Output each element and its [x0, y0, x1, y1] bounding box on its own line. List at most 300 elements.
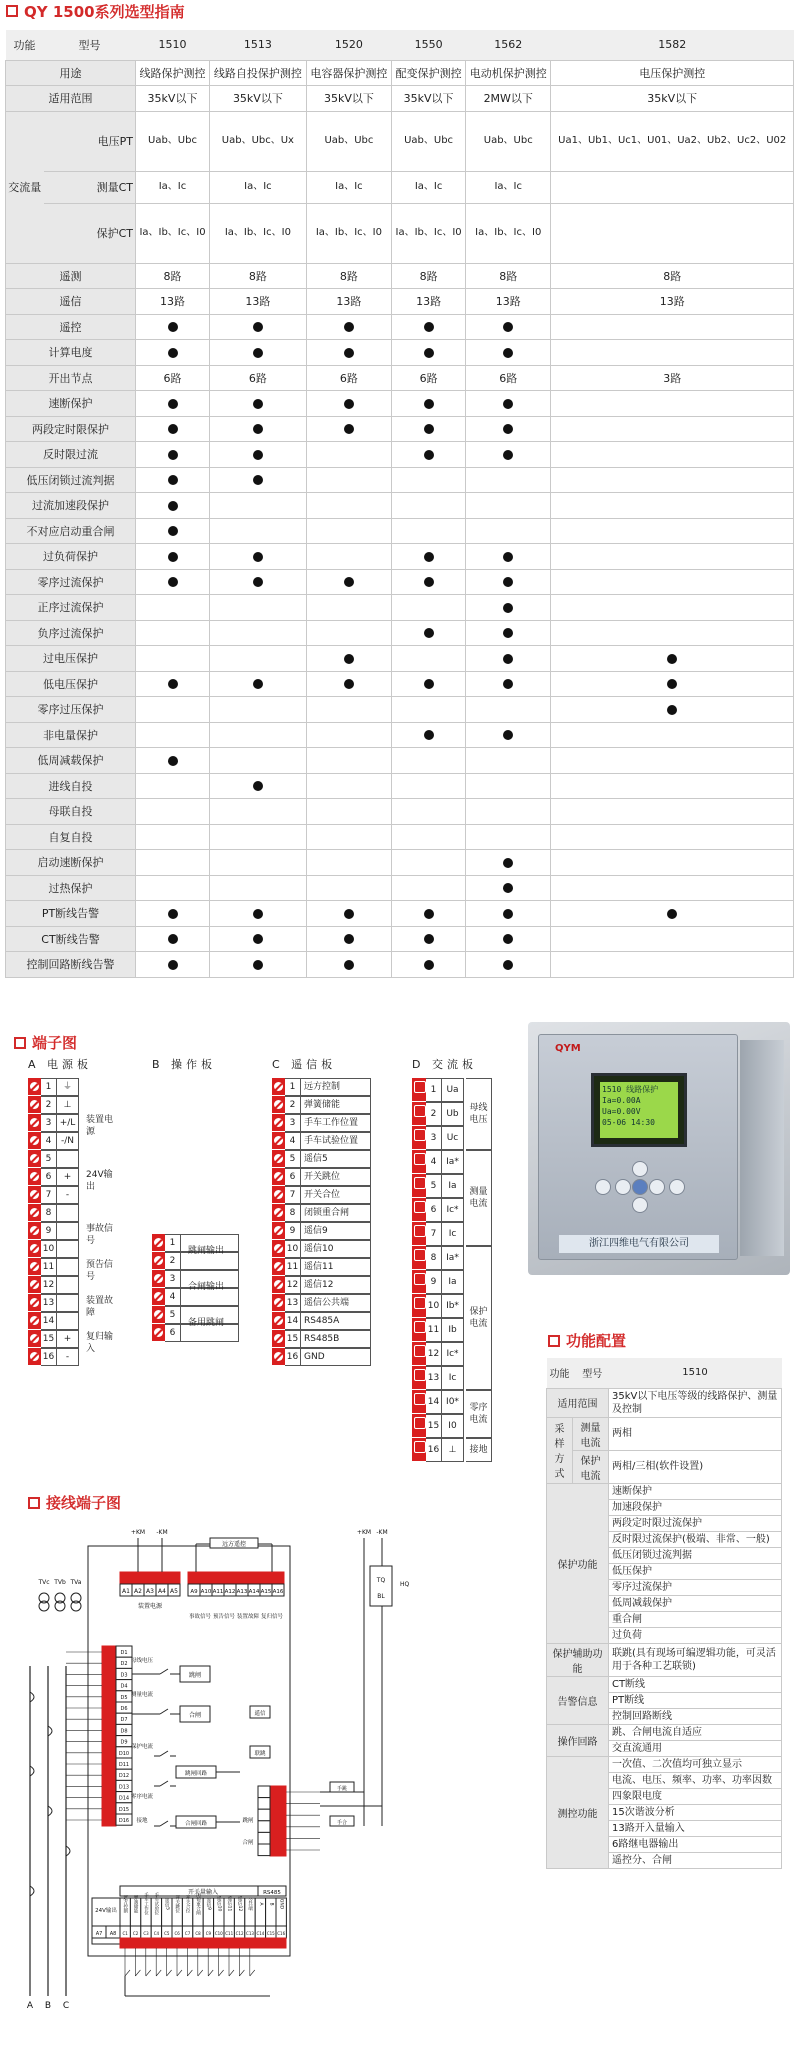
device-logo: QYM [555, 1043, 581, 1054]
table-row [6, 416, 794, 442]
wire-label: D6 [120, 1706, 128, 1712]
supported-dot-icon [253, 322, 263, 332]
table-row [6, 467, 794, 493]
supported-dot-icon [503, 322, 513, 332]
supported-dot-icon [168, 577, 178, 587]
wire-line [177, 1970, 182, 1976]
wire-label: D12 [118, 1773, 130, 1780]
supported-dot-icon [168, 679, 178, 689]
wire-line [135, 1970, 140, 1976]
table-row [6, 646, 794, 672]
supported-dot-icon [344, 322, 354, 332]
supported-dot-icon [503, 577, 513, 587]
screw-terminal-icon [272, 1114, 285, 1132]
wire-label: A7 [95, 1931, 103, 1937]
section-square-icon [28, 1497, 40, 1509]
terminal-block-icon [412, 1366, 426, 1390]
terminal-number: 6 [165, 1324, 181, 1342]
supported-dot-icon [253, 577, 263, 587]
supported-dot-icon [168, 348, 178, 358]
terminal-row [272, 1186, 371, 1204]
wire-box [258, 1821, 270, 1833]
terminal-label: 远方控制 [301, 1078, 371, 1096]
c-terminal-label: 闭锁重合闸 [195, 1892, 201, 1916]
terminal-row [272, 1240, 371, 1258]
device-name-plate: 浙江四维电气有限公司 [559, 1235, 719, 1253]
terminal-block-icon [412, 1246, 426, 1270]
pct-cell: Ia、Ib、Ic、I0 [224, 227, 291, 238]
row-value: 13路开入量输入 [611, 1822, 685, 1834]
wire-label: -KM [156, 1529, 168, 1536]
wire-label: 手合 [336, 1820, 348, 1826]
terminal-row [272, 1330, 371, 1348]
c-terminal-label: 遥信12 [237, 1896, 243, 1912]
key-e-icon [669, 1179, 685, 1195]
table-row [6, 203, 794, 263]
terminal-signal: I0 [442, 1414, 464, 1438]
screw-terminal-icon [272, 1330, 285, 1348]
supported-dot-icon [253, 909, 263, 919]
terminal-number: 10 [285, 1240, 301, 1258]
supported-dot-icon [667, 705, 677, 715]
terminal-block-icon [412, 1102, 426, 1126]
supported-dot-icon [424, 322, 434, 332]
terminal-signal [57, 1312, 79, 1330]
terminal-block-icon [412, 1174, 426, 1198]
c-terminal-number: C16 [277, 1931, 286, 1936]
table-row [6, 824, 794, 850]
lcd-line: Ia=0.00A [602, 1096, 641, 1105]
wire-label: 联跳 [254, 1751, 266, 1757]
supported-dot-icon [253, 424, 263, 434]
device-keypad [595, 1161, 685, 1213]
terminal-signal: Ib* [442, 1294, 464, 1318]
terminal-number: 15 [41, 1330, 57, 1348]
table-row [6, 901, 794, 927]
terminal-row [28, 1222, 92, 1240]
table-row [6, 850, 794, 876]
terminal-block-icon [412, 1150, 426, 1174]
terminal-number: 7 [285, 1186, 301, 1204]
table-header-row [6, 30, 794, 60]
screw-terminal-icon [28, 1312, 41, 1330]
terminal-number: 3 [41, 1114, 57, 1132]
supported-dot-icon [503, 628, 513, 638]
wire-label: 跳闸回路 [184, 1771, 208, 1777]
supported-dot-icon [667, 909, 677, 919]
terminal-label: 开关合位 [301, 1186, 371, 1204]
terminal-row [28, 1348, 92, 1366]
row-value: 电流、电压、频率、功率、功率因数 [611, 1774, 772, 1786]
table-row [6, 926, 794, 952]
supported-dot-icon [344, 577, 354, 587]
terminal-number: 10 [41, 1240, 57, 1258]
pct-cell: Ia、Ib、Ic、I0 [395, 227, 462, 238]
screw-terminal-icon [272, 1276, 285, 1294]
terminal-number: 6 [41, 1168, 57, 1186]
row-label: 遥控 [59, 320, 82, 334]
wire-line [198, 1970, 203, 1976]
title-square-icon [6, 5, 18, 17]
terminal-label: 遥信10 [301, 1240, 371, 1258]
terminal-number: 10 [426, 1294, 442, 1318]
c-terminal-number: C10 [214, 1931, 223, 1936]
wire-label: 接地 [136, 1818, 148, 1824]
wire-label: HQ [400, 1581, 410, 1588]
supported-dot-icon [344, 424, 354, 434]
supported-dot-icon [344, 960, 354, 970]
terminal-block-icon [412, 1222, 426, 1246]
row-label: 低压闭锁过流判据 [26, 473, 115, 487]
terminal-row [272, 1114, 371, 1132]
terminal-number: 13 [426, 1366, 442, 1390]
supported-dot-icon [253, 348, 263, 358]
feature-cell: 13路 [245, 295, 271, 309]
device-lcd-screen [600, 1082, 678, 1138]
terminal-number: 16 [285, 1348, 301, 1366]
ac-label: 交流量 [8, 181, 42, 194]
screw-terminal-icon [28, 1222, 41, 1240]
wire-label: 测量电流 [130, 1692, 154, 1698]
supported-dot-icon [253, 552, 263, 562]
range-cell: 35kV以下 [403, 92, 454, 106]
wire-box [258, 1844, 270, 1856]
model-1582: 1582 [658, 38, 687, 52]
screw-terminal-icon [28, 1114, 41, 1132]
wire-label: D8 [120, 1728, 128, 1735]
page-title [6, 0, 185, 22]
row-value: 反时限过流保护(极端、非常、一般) [611, 1533, 770, 1545]
table-row [6, 875, 794, 901]
c-terminal-label: 遥信9 [205, 1898, 211, 1910]
c-terminal-number: C15 [266, 1931, 275, 1936]
terminal-block-icon [412, 1342, 426, 1366]
use-cell: 电动机保护测控 [469, 66, 547, 80]
table-row [6, 595, 794, 621]
ct-coil-icon [30, 1692, 34, 1702]
mct-cell: Ia、Ic [244, 181, 272, 192]
terminal-signal: Ic* [442, 1198, 464, 1222]
supported-dot-icon [253, 679, 263, 689]
feature-cell: 6路 [248, 371, 267, 385]
terminal-block-icon [412, 1318, 426, 1342]
terminal-row [272, 1150, 371, 1168]
screw-terminal-icon [272, 1258, 285, 1276]
terminal-signal: Ub [442, 1102, 464, 1126]
table-row [547, 1483, 782, 1499]
row-label: 母联自投 [48, 805, 93, 819]
terminal-row [28, 1240, 92, 1258]
supported-dot-icon [424, 960, 434, 970]
screw-terminal-icon [272, 1294, 285, 1312]
table-row [6, 60, 794, 86]
table-row [6, 748, 794, 774]
screw-terminal-icon [28, 1150, 41, 1168]
pct-cell: Ia、Ib、Ic、I0 [139, 227, 206, 238]
row-label: 两段定时限保护 [32, 422, 109, 436]
terminal-number: 16 [426, 1438, 442, 1462]
terminal-signal: ⊥ [57, 1096, 79, 1114]
pt-label: 电压PT [97, 135, 133, 148]
screw-terminal-icon [28, 1078, 41, 1096]
wire-label: 母线电压 [130, 1658, 154, 1664]
feature-cell: 13路 [336, 295, 362, 309]
screw-terminal-icon [272, 1222, 285, 1240]
terminal-row [272, 1276, 371, 1294]
supported-dot-icon [503, 552, 513, 562]
terminal-group-label: 跳闸输出 [188, 1246, 225, 1256]
wire-line [250, 1970, 255, 1976]
supported-dot-icon [503, 654, 513, 664]
wiring-diagram [20, 1526, 530, 2046]
c-terminal-label: B [268, 1902, 274, 1906]
wire-label: +KM [356, 1529, 372, 1536]
board-a [28, 1056, 114, 1366]
screw-terminal-icon [152, 1234, 165, 1252]
terminal-number: 12 [285, 1276, 301, 1294]
board-a-title: A 电源板 [28, 1058, 93, 1071]
terminal-group-label: 预告信号 [86, 1260, 114, 1282]
wire-label: D15 [118, 1806, 130, 1813]
mct-cell: Ia、Ic [335, 181, 363, 192]
row-value: CT断线 [611, 1678, 646, 1690]
supported-dot-icon [424, 399, 434, 409]
supported-dot-icon [344, 654, 354, 664]
feature-cell: 6路 [339, 371, 358, 385]
key-c-icon [595, 1179, 611, 1195]
terminal-label: RS485A [301, 1312, 371, 1330]
wire-label: A3 [146, 1588, 154, 1595]
wire-label: D10 [118, 1750, 130, 1757]
function-config-table [546, 1358, 782, 1869]
terminal-label: GND [301, 1348, 371, 1366]
terminal-row [272, 1168, 371, 1186]
row-value: 15次谐波分析 [611, 1806, 675, 1818]
row-label: 遥信 [59, 295, 82, 309]
wire-label: D9 [120, 1739, 128, 1746]
table-row [6, 340, 794, 366]
wire-line [229, 1970, 234, 1976]
table-row [6, 86, 794, 112]
section-square-icon [14, 1037, 26, 1049]
wire-label: D2 [120, 1661, 128, 1668]
terminal-group-label: 24V输出 [86, 1170, 113, 1192]
table-row [6, 391, 794, 417]
screw-terminal-icon [28, 1186, 41, 1204]
lcd-line: Ua=0.00V [602, 1107, 641, 1116]
supported-dot-icon [168, 475, 178, 485]
terminal-number: 2 [426, 1102, 442, 1126]
supported-dot-icon [503, 679, 513, 689]
table-row [6, 111, 794, 171]
feature-cell: 13路 [495, 295, 521, 309]
screw-terminal-icon [272, 1096, 285, 1114]
terminal-number: 2 [41, 1096, 57, 1114]
supported-dot-icon [503, 909, 513, 919]
wire-box [258, 1832, 270, 1844]
wire-label: A5 [170, 1588, 178, 1595]
terminal-label: 遥信12 [301, 1276, 371, 1294]
supported-dot-icon [168, 934, 178, 944]
terminal-row [272, 1294, 371, 1312]
row-label: 进线自投 [48, 779, 93, 793]
terminal-row [28, 1258, 92, 1276]
row-label: 采样方式 [554, 1424, 565, 1480]
wire-line [146, 1970, 151, 1976]
supported-dot-icon [424, 679, 434, 689]
c-terminal-label: A [257, 1902, 263, 1906]
wire-line [219, 1970, 224, 1976]
wire-box [120, 1938, 286, 1948]
terminal-number: 6 [426, 1198, 442, 1222]
wire-box [258, 1786, 270, 1798]
terminal-block-icon [412, 1438, 426, 1462]
terminal-number: 2 [285, 1096, 301, 1114]
terminal-row [28, 1168, 92, 1186]
terminal-number: 11 [426, 1318, 442, 1342]
wire-label: -KM [376, 1529, 388, 1536]
terminal-row [28, 1276, 92, 1294]
model-1550: 1550 [414, 38, 443, 52]
screw-terminal-icon [152, 1288, 165, 1306]
terminal-number: 2 [165, 1252, 181, 1270]
wire-line [208, 1970, 213, 1976]
board-d-title: D 交流板 [412, 1058, 477, 1071]
screw-terminal-icon [152, 1306, 165, 1324]
supported-dot-icon [503, 883, 513, 893]
table-row [547, 1450, 782, 1483]
feature-cell: 8路 [248, 269, 267, 283]
supported-dot-icon [424, 348, 434, 358]
table-row [6, 442, 794, 468]
c-terminal-number: C2 [132, 1931, 139, 1936]
wire-label: 遥信 [254, 1711, 266, 1717]
screw-terminal-icon [28, 1240, 41, 1258]
terminal-number: 5 [285, 1150, 301, 1168]
wire-label: D14 [118, 1795, 130, 1802]
use-cell: 电压保护测控 [639, 66, 706, 80]
supported-dot-icon [424, 909, 434, 919]
wire-label: TVc [38, 1579, 50, 1586]
terminal-block-icon [412, 1078, 426, 1102]
terminal-row [272, 1096, 371, 1114]
terminal-signal: Ia* [442, 1150, 464, 1174]
row-label: 测量电流 [580, 1422, 601, 1449]
row-label: 速断保护 [48, 397, 93, 411]
table-row [6, 952, 794, 978]
terminal-block-icon [412, 1414, 426, 1438]
row-label: 测控功能 [557, 1808, 598, 1820]
terminal-signal: - [57, 1186, 79, 1204]
pct-cell: Ia、Ib、Ic、I0 [475, 227, 542, 238]
c-terminal-label: 弹簧储能 [133, 1895, 139, 1913]
wire-label: D13 [118, 1784, 130, 1791]
supported-dot-icon [168, 399, 178, 409]
wire-line [187, 1970, 192, 1976]
wire-label: RS485 [263, 1890, 281, 1896]
terminal-label: 遥信11 [301, 1258, 371, 1276]
terminal-group-label: 母线电压 [466, 1078, 492, 1150]
row-label: 开出节点 [48, 371, 93, 385]
c-terminal-label: 远方控制 [122, 1895, 128, 1913]
wire-label: TVa [70, 1579, 82, 1586]
terminal-row [272, 1078, 371, 1096]
wire-label: A9 [190, 1589, 198, 1595]
terminal-row [272, 1204, 371, 1222]
model-1513: 1513 [243, 38, 272, 52]
table-row [6, 620, 794, 646]
row-label: 负序过流保护 [37, 626, 104, 640]
row-label: 用途 [59, 66, 82, 80]
terminal-number: 3 [165, 1270, 181, 1288]
mct-cell: Ia、Ic [494, 181, 523, 192]
supported-dot-icon [503, 858, 513, 868]
terminal-row [28, 1330, 92, 1348]
row-label: 低周减载保护 [37, 754, 104, 768]
row-value: 35kV以下电压等级的线路保护、测量及控制 [611, 1390, 778, 1415]
device-side [740, 1040, 784, 1256]
feature-cell: 13路 [160, 295, 185, 309]
table-row [6, 569, 794, 595]
supported-dot-icon [503, 399, 513, 409]
terminal-group-label: 保护电流 [466, 1246, 492, 1390]
table-row [6, 697, 794, 723]
supported-dot-icon [344, 399, 354, 409]
wire-label: 零序电流 [130, 1794, 154, 1800]
wire-box [370, 1566, 392, 1606]
supported-dot-icon [424, 450, 434, 460]
supported-dot-icon [344, 348, 354, 358]
table-row [6, 263, 794, 289]
terminal-number: 1 [285, 1078, 301, 1096]
wiring-title-text: 接线端子图 [46, 1494, 122, 1512]
device-photo [528, 1022, 790, 1275]
terminal-signal [57, 1204, 79, 1222]
wire-label: 24V输出 [95, 1908, 117, 1914]
wire-label: A [26, 2001, 34, 2011]
row-value: 过负荷 [611, 1629, 642, 1641]
board-d [412, 1056, 488, 1462]
header-model: 型号 [78, 38, 101, 52]
supported-dot-icon [168, 450, 178, 460]
supported-dot-icon [424, 628, 434, 638]
feature-cell: 8路 [499, 269, 518, 283]
terminal-number: 5 [426, 1174, 442, 1198]
board-c [272, 1056, 371, 1366]
c-terminal-label: 公共端 [247, 1897, 253, 1911]
terminal-number: 9 [426, 1270, 442, 1294]
lcd-line: 05-06 14:30 [602, 1118, 655, 1127]
terminal-signal: Ic [442, 1222, 464, 1246]
terminal-number: 12 [426, 1342, 442, 1366]
row-label: 告警信息 [557, 1696, 598, 1708]
header-func: 功能 [549, 1369, 570, 1381]
screw-terminal-icon [272, 1168, 285, 1186]
wire-line [167, 1970, 172, 1976]
row-value: 遥控分、合闸 [611, 1854, 672, 1866]
device-face [538, 1034, 738, 1260]
table-row [6, 671, 794, 697]
row-label: 启动速断保护 [37, 856, 104, 870]
terminal-number: 6 [285, 1168, 301, 1186]
key-left-icon [615, 1179, 631, 1195]
row-value: 一次值、二次值均可独立显示 [611, 1758, 742, 1770]
terminal-group-label: 接地 [466, 1438, 492, 1462]
c-terminal-number: C1 [122, 1931, 128, 1936]
row-value: 加速段保护 [611, 1501, 662, 1513]
terminal-number: 13 [41, 1294, 57, 1312]
terminal-signal: ⏚ [57, 1078, 79, 1096]
